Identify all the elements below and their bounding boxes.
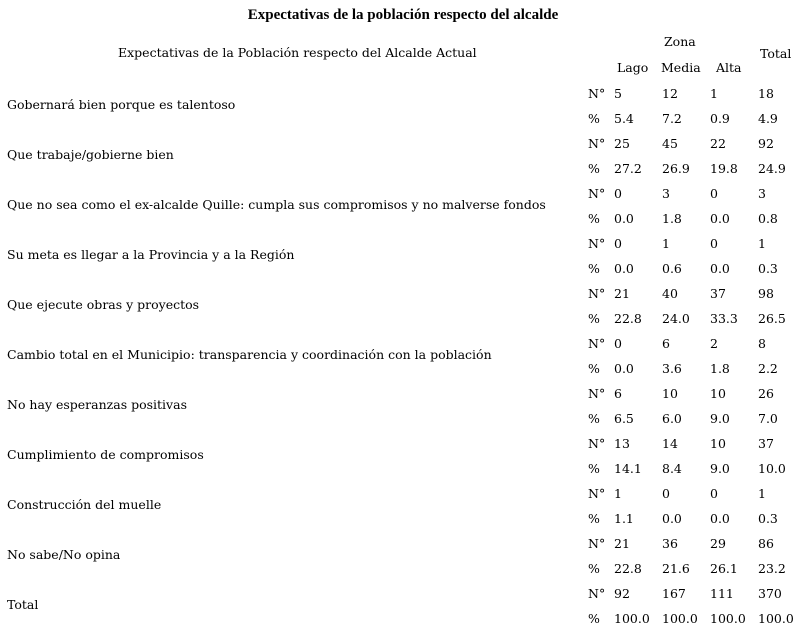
table-cell: 100.0	[662, 611, 698, 626]
table-cell: 10	[710, 386, 726, 401]
table-cell: 40	[662, 286, 678, 301]
table-cell: 18	[758, 86, 774, 101]
table-cell: 1.8	[662, 211, 682, 226]
table-cell: 0	[710, 486, 718, 501]
table-cell: 8.4	[662, 461, 682, 476]
percent-symbol: %	[588, 211, 600, 226]
table-cell: 1.1	[614, 511, 634, 526]
percent-symbol: %	[588, 561, 600, 576]
column-header-lago: Lago	[617, 60, 649, 75]
table-cell: 2	[710, 336, 718, 351]
table-cell: 27.2	[614, 161, 642, 176]
table-cell: 111	[710, 586, 734, 601]
table-cell: 370	[758, 586, 782, 601]
table-cell: 26.5	[758, 311, 786, 326]
row-label: Su meta es llegar a la Provincia y a la Región	[7, 247, 295, 262]
row-label: No hay esperanzas positivas	[7, 397, 187, 412]
table-cell: 0.0	[710, 511, 730, 526]
table-cell: 5	[614, 86, 622, 101]
row-label: Que no sea como el ex-alcalde Quille: cumpla sus compromisos y no malverse fondos	[7, 197, 546, 212]
table-cell: 98	[758, 286, 774, 301]
table-cell: 6.5	[614, 411, 634, 426]
table-cell: 167	[662, 586, 686, 601]
table-cell: 92	[758, 136, 774, 151]
table-cell: 24.9	[758, 161, 786, 176]
table-cell: 3	[758, 186, 766, 201]
table-caption: Expectativas de la Población respecto del Alcalde Actual	[118, 45, 477, 60]
table-cell: 0	[614, 186, 622, 201]
table-cell: 1.8	[710, 361, 730, 376]
table-cell: 0.8	[758, 211, 778, 226]
table-cell: 0	[614, 336, 622, 351]
table-cell: 5.4	[614, 111, 634, 126]
percent-symbol: %	[588, 611, 600, 626]
table-cell: 0.0	[710, 211, 730, 226]
row-label: Gobernará bien porque es talentoso	[7, 97, 236, 112]
count-symbol: N°	[588, 586, 606, 601]
table-cell: 0.6	[662, 261, 682, 276]
table-cell: 14	[662, 436, 678, 451]
table-cell: 10.0	[758, 461, 786, 476]
table-cell: 100.0	[614, 611, 650, 626]
table-cell: 12	[662, 86, 678, 101]
table-cell: 0.0	[662, 511, 682, 526]
table-cell: 6	[614, 386, 622, 401]
table-cell: 13	[614, 436, 630, 451]
count-symbol: N°	[588, 86, 606, 101]
table-cell: 0	[710, 236, 718, 251]
count-symbol: N°	[588, 186, 606, 201]
table-cell: 0.9	[710, 111, 730, 126]
table-cell: 1	[710, 86, 718, 101]
row-label: Cambio total en el Municipio: transparencia y coordinación con la población	[7, 347, 492, 362]
percent-symbol: %	[588, 461, 600, 476]
table-cell: 86	[758, 536, 774, 551]
count-symbol: N°	[588, 236, 606, 251]
table-cell: 26	[758, 386, 774, 401]
table-cell: 24.0	[662, 311, 690, 326]
count-symbol: N°	[588, 536, 606, 551]
table-cell: 3	[662, 186, 670, 201]
table-cell: 37	[710, 286, 726, 301]
table-cell: 37	[758, 436, 774, 451]
table-cell: 0.0	[614, 361, 634, 376]
table-cell: 7.2	[662, 111, 682, 126]
percent-symbol: %	[588, 111, 600, 126]
percent-symbol: %	[588, 261, 600, 276]
table-cell: 0	[614, 236, 622, 251]
table-cell: 36	[662, 536, 678, 551]
percent-symbol: %	[588, 511, 600, 526]
table-cell: 6	[662, 336, 670, 351]
table-cell: 19.8	[710, 161, 738, 176]
table-cell: 21.6	[662, 561, 690, 576]
table-cell: 1	[614, 486, 622, 501]
table-cell: 10	[662, 386, 678, 401]
table-cell: 2.2	[758, 361, 778, 376]
table-cell: 8	[758, 336, 766, 351]
table-cell: 10	[710, 436, 726, 451]
table-cell: 100.0	[758, 611, 794, 626]
row-label: Total	[7, 597, 39, 612]
row-label: Cumplimiento de compromisos	[7, 447, 204, 462]
count-symbol: N°	[588, 436, 606, 451]
percent-symbol: %	[588, 311, 600, 326]
table-cell: 1	[758, 486, 766, 501]
percent-symbol: %	[588, 161, 600, 176]
table-cell: 26.1	[710, 561, 738, 576]
table-cell: 0.0	[614, 261, 634, 276]
table-cell: 0	[662, 486, 670, 501]
table-cell: 25	[614, 136, 630, 151]
table-cell: 4.9	[758, 111, 778, 126]
table-cell: 6.0	[662, 411, 682, 426]
table-cell: 22.8	[614, 311, 642, 326]
column-header-alta: Alta	[716, 60, 742, 75]
table-cell: 21	[614, 286, 630, 301]
table-cell: 100.0	[710, 611, 746, 626]
total-header: Total	[760, 46, 792, 61]
row-label: No sabe/No opina	[7, 547, 121, 562]
table-cell: 7.0	[758, 411, 778, 426]
table-cell: 0.3	[758, 511, 778, 526]
table-cell: 9.0	[710, 411, 730, 426]
table-title: Expectativas de la población respecto del alcalde	[247, 7, 559, 23]
table-cell: 1	[758, 236, 766, 251]
table-cell: 23.2	[758, 561, 786, 576]
table-cell: 33.3	[710, 311, 738, 326]
percent-symbol: %	[588, 361, 600, 376]
percent-symbol: %	[588, 411, 600, 426]
row-label: Construcción del muelle	[7, 497, 162, 512]
row-label: Que ejecute obras y proyectos	[7, 297, 200, 312]
table-cell: 1	[662, 236, 670, 251]
table-cell: 21	[614, 536, 630, 551]
table-cell: 0	[710, 186, 718, 201]
table-cell: 14.1	[614, 461, 642, 476]
table-cell: 0.3	[758, 261, 778, 276]
table-cell: 3.6	[662, 361, 682, 376]
zona-header: Zona	[664, 34, 696, 49]
table-cell: 0.0	[614, 211, 634, 226]
table-cell: 29	[710, 536, 726, 551]
row-label: Que trabaje/gobierne bien	[7, 147, 174, 162]
count-symbol: N°	[588, 286, 606, 301]
table-cell: 92	[614, 586, 630, 601]
table-cell: 45	[662, 136, 678, 151]
table-cell: 22	[710, 136, 726, 151]
count-symbol: N°	[588, 486, 606, 501]
table-cell: 0.0	[710, 261, 730, 276]
table-cell: 26.9	[662, 161, 690, 176]
table-cell: 22.8	[614, 561, 642, 576]
count-symbol: N°	[588, 136, 606, 151]
count-symbol: N°	[588, 386, 606, 401]
table-cell: 9.0	[710, 461, 730, 476]
column-header-media: Media	[661, 60, 701, 75]
count-symbol: N°	[588, 336, 606, 351]
